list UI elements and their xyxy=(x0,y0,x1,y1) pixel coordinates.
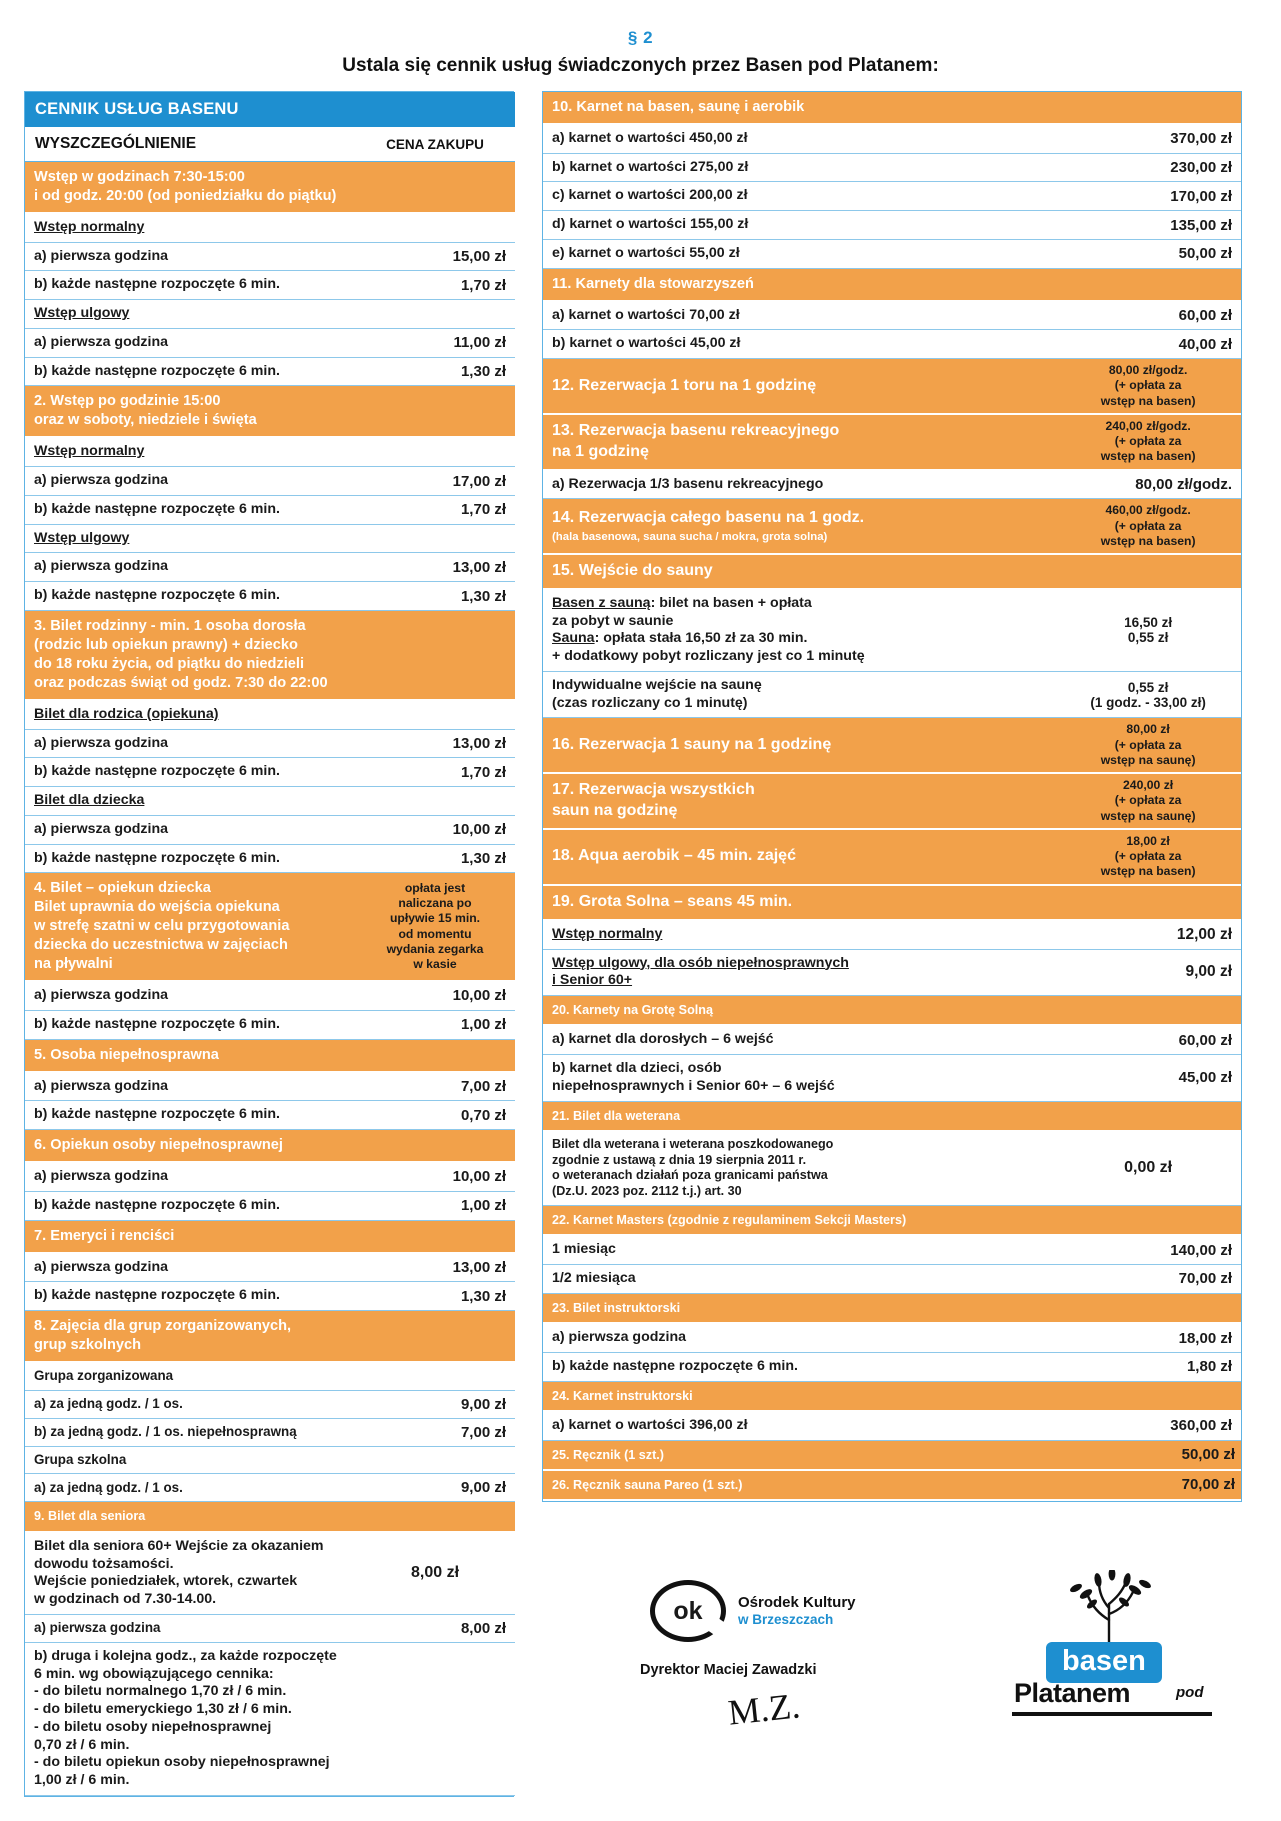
table-row xyxy=(25,844,515,873)
row-price: 360,00 zł xyxy=(1055,1411,1241,1440)
row-description: 1/2 miesiąca xyxy=(543,1265,1055,1294)
row-description: 25. Ręcznik (1 szt.) xyxy=(543,1440,1055,1470)
row-price: 8,00 zł xyxy=(355,1532,515,1615)
extras-price-table xyxy=(543,92,1241,1501)
table-row xyxy=(25,467,515,496)
row-price xyxy=(1055,92,1241,124)
row-description: Wstęp normalny xyxy=(543,920,1055,950)
footer-logos xyxy=(620,1570,1240,1800)
row-description: b) każde następne rozpoczęte 6 min. xyxy=(25,357,355,386)
table-row xyxy=(543,414,1241,470)
col-header-price: CENA ZAKUPU xyxy=(355,127,515,162)
row-price: 13,00 zł xyxy=(355,1253,515,1282)
row-price: 1,30 zł xyxy=(355,582,515,611)
row-description: a) karnet dla dorosłych – 6 wejść xyxy=(543,1025,1055,1054)
row-description: 14. Rezerwacja całego basenu na 1 godz. (hala basenowa, sauna sucha / mokra, grota solna) xyxy=(543,499,1055,554)
row-price: 370,00 zł xyxy=(1055,124,1241,153)
row-description: a) pierwsza godzina xyxy=(25,1614,355,1642)
table-row xyxy=(543,671,1241,718)
row-price: 140,00 zł xyxy=(1055,1235,1241,1264)
row-price xyxy=(355,386,515,437)
table-row xyxy=(543,301,1241,330)
table-row xyxy=(25,162,515,213)
row-price: 1,30 zł xyxy=(355,1282,515,1311)
table-row xyxy=(25,1311,515,1362)
left-column xyxy=(24,91,514,1797)
row-price: 80,00 zł/godz. xyxy=(1055,470,1241,499)
row-price: 12,00 zł xyxy=(1055,920,1241,950)
row-price: 1,00 zł xyxy=(355,1191,515,1220)
row-description: a) pierwsza godzina xyxy=(25,815,355,844)
row-price xyxy=(355,1220,515,1252)
table-row xyxy=(543,499,1241,554)
row-description: Grupa szkolna xyxy=(25,1446,355,1474)
pool-price-table xyxy=(25,92,515,1796)
row-price xyxy=(1055,996,1241,1026)
row-description: a) pierwsza godzina xyxy=(25,1162,355,1191)
row-price: 10,00 zł xyxy=(355,1162,515,1191)
row-price xyxy=(355,787,515,816)
table-row xyxy=(25,1220,515,1252)
row-price: 18,00 zł xyxy=(1055,1323,1241,1352)
row-description: b) druga i kolejna godz., za każde rozpoczęte 6 min. wg obowiązującego cennika: - do biletu normalnego 1,70 zł / 6 min. - do biletu emeryckiego 1,30 zł / 6 min. - do biletu osoby niepełnosprawnej 0,70 zł / 6 min. - do biletu opiekun osoby niepełnosprawnej 1,00 zł / 6 min. xyxy=(25,1642,355,1795)
table-row xyxy=(25,1614,515,1642)
row-description: 11. Karnety dla stowarzyszeń xyxy=(543,268,1055,300)
table-row xyxy=(25,1474,515,1502)
basen-pod-platanem-logo xyxy=(1006,1570,1216,1720)
row-description: Indywidualne wejście na saunę (czas rozliczany co 1 minutę) xyxy=(543,671,1055,718)
table-row xyxy=(25,729,515,758)
table-row xyxy=(25,1191,515,1220)
row-description: a) Rezerwacja 1/3 basenu rekreacyjnego xyxy=(543,470,1055,499)
row-price: 16,50 zł 0,55 zł xyxy=(1055,589,1241,672)
table-row xyxy=(543,153,1241,182)
tree-icon xyxy=(1054,1570,1164,1650)
org-name-line1: Ośrodek Kultury xyxy=(738,1593,856,1611)
row-description: Wstęp normalny xyxy=(25,437,355,466)
row-price xyxy=(355,610,515,699)
table-row xyxy=(543,182,1241,211)
row-price: 460,00 zł/godz. (+ opłata za wstęp na basen) xyxy=(1055,499,1241,554)
table-row xyxy=(25,1446,515,1474)
table-row xyxy=(25,1010,515,1039)
row-description: 20. Karnety na Grotę Solną xyxy=(543,996,1055,1026)
row-price: 8,00 zł xyxy=(355,1614,515,1642)
table-row xyxy=(543,996,1241,1026)
row-price: 1,70 zł xyxy=(355,495,515,524)
row-price: 7,00 zł xyxy=(355,1072,515,1101)
row-description: 12. Rezerwacja 1 toru na 1 godzinę xyxy=(543,359,1055,414)
table-row xyxy=(25,815,515,844)
table-row xyxy=(25,1072,515,1101)
row-description: b) każde następne rozpoczęte 6 min. xyxy=(25,1101,355,1130)
table-row xyxy=(543,330,1241,359)
row-price: 240,00 zł/godz. (+ opłata za wstęp na basen) xyxy=(1055,414,1241,470)
row-description: Wstęp ulgowy xyxy=(25,524,355,553)
row-price xyxy=(355,300,515,329)
table-row xyxy=(25,386,515,437)
row-description: b) każde następne rozpoczęte 6 min. xyxy=(25,1282,355,1311)
row-description: Wstęp normalny xyxy=(25,213,355,242)
table-row xyxy=(25,1039,515,1071)
table-header-row xyxy=(25,127,515,162)
row-description: b) każde następne rozpoczęte 6 min. xyxy=(25,1010,355,1039)
row-description: a) pierwsza godzina xyxy=(25,242,355,271)
row-description: a) pierwsza godzina xyxy=(25,467,355,496)
row-description: Wstęp w godzinach 7:30-15:00 i od godz. 20:00 (od poniedziałku do piątku) xyxy=(25,162,355,213)
row-price xyxy=(355,1311,515,1362)
right-table-body xyxy=(543,92,1241,1500)
table-row xyxy=(25,300,515,329)
row-description: 16. Rezerwacja 1 sauny na 1 godzinę xyxy=(543,718,1055,773)
row-price: 13,00 zł xyxy=(355,729,515,758)
table-row xyxy=(543,1101,1241,1131)
row-price: 50,00 zł xyxy=(1055,1440,1241,1470)
row-description: Bilet dla seniora 60+ Wejście za okazaniem dowodu tożsamości. Wejście poniedziałek, wtorek, czwartek w godzinach od 7.30-14.00. xyxy=(25,1532,355,1615)
table-row xyxy=(25,1502,515,1532)
row-price xyxy=(1055,268,1241,300)
left-table-box xyxy=(24,91,514,1797)
row-price: 50,00 zł xyxy=(1055,239,1241,268)
table-row xyxy=(543,359,1241,414)
row-description: Wstęp ulgowy xyxy=(25,300,355,329)
table-row xyxy=(25,1162,515,1191)
row-price xyxy=(355,1446,515,1474)
row-description: a) za jedną godz. / 1 os. xyxy=(25,1474,355,1502)
row-price xyxy=(1055,554,1241,589)
document-header xyxy=(0,0,1281,77)
table-row xyxy=(25,582,515,611)
row-description: 7. Emeryci i renciści xyxy=(25,1220,355,1252)
row-price: 1,30 zł xyxy=(355,844,515,873)
table-row xyxy=(25,1418,515,1446)
two-column-layout xyxy=(0,77,1281,1797)
table-row xyxy=(25,787,515,816)
right-column xyxy=(542,91,1242,1502)
row-price: 45,00 zł xyxy=(1055,1055,1241,1102)
row-description: 22. Karnet Masters (zgodnie z regulaminem Sekcji Masters) xyxy=(543,1205,1055,1235)
row-description: Bilet dla weterana i weterana poszkodowanego zgodnie z ustawą z dnia 19 sierpnia 2011 r. o weteranach działań poza granicami państwa (Dz.U. 2023 poz. 2112 t.j.) art. 30 xyxy=(543,1131,1055,1205)
row-description: b) karnet o wartości 45,00 zł xyxy=(543,330,1055,359)
row-price: 1,30 zł xyxy=(355,357,515,386)
org-name-line2: w Brzeszczach xyxy=(738,1611,834,1627)
table-row xyxy=(25,1532,515,1615)
table-banner-row xyxy=(25,92,515,127)
table-row xyxy=(25,495,515,524)
table-row xyxy=(25,242,515,271)
table-row xyxy=(543,920,1241,950)
row-description: Basen z sauną: bilet na basen + opłata za pobyt w saunie Sauna: opłata stała 16,50 zł za 30 min. + dodatkowy pobyt rozliczany jest co 1 minutę xyxy=(543,589,1055,672)
table-row xyxy=(543,92,1241,124)
row-price: 15,00 zł xyxy=(355,242,515,271)
row-price: 9,00 zł xyxy=(355,1474,515,1502)
row-description: a) pierwsza godzina xyxy=(25,553,355,582)
row-price: 17,00 zł xyxy=(355,467,515,496)
row-price: 240,00 zł (+ opłata za wstęp na saunę) xyxy=(1055,773,1241,829)
row-description: b) każde następne rozpoczęte 6 min. xyxy=(25,582,355,611)
col-header-description: WYSZCZEGÓLNIENIE xyxy=(25,127,355,162)
row-description: 6. Opiekun osoby niepełnosprawnej xyxy=(25,1130,355,1162)
table-row xyxy=(25,437,515,466)
row-price: 230,00 zł xyxy=(1055,153,1241,182)
row-price xyxy=(1055,885,1241,920)
row-description: e) karnet o wartości 55,00 zł xyxy=(543,239,1055,268)
row-price: 10,00 zł xyxy=(355,815,515,844)
table-row xyxy=(25,357,515,386)
row-price: 70,00 zł xyxy=(1055,1470,1241,1500)
table-row xyxy=(543,1055,1241,1102)
table-row xyxy=(543,1381,1241,1411)
logo-basen-text: basen xyxy=(1046,1642,1162,1683)
row-price: 1,80 zł xyxy=(1055,1352,1241,1381)
table-row xyxy=(543,1205,1241,1235)
row-description: 2. Wstęp po godzinie 15:00 oraz w soboty, niedziele i święta xyxy=(25,386,355,437)
left-table-banner: CENNIK USŁUG BASENU xyxy=(25,92,515,127)
row-price xyxy=(355,1039,515,1071)
page-title: Ustala się cennik usług świadczonych przez Basen pod Platanem: xyxy=(342,55,939,76)
row-description: b) każde następne rozpoczęte 6 min. xyxy=(25,495,355,524)
table-row xyxy=(543,1352,1241,1381)
row-description: a) karnet o wartości 396,00 zł xyxy=(543,1411,1055,1440)
row-description: 5. Osoba niepełnosprawna xyxy=(25,1039,355,1071)
table-row xyxy=(25,328,515,357)
table-row xyxy=(25,758,515,787)
row-description: b) każde następne rozpoczęte 6 min. xyxy=(25,844,355,873)
table-row xyxy=(25,1101,515,1130)
row-description: 18. Aqua aerobik – 45 min. zajęć xyxy=(543,829,1055,885)
row-description: 3. Bilet rodzinny - min. 1 osoba dorosła (rodzic lub opiekun prawny) + dziecko do 18 roku życia, od piątku do niedzieli oraz podczas świąt od godz. 7:30 do 22:00 xyxy=(25,610,355,699)
row-description: 23. Bilet instruktorski xyxy=(543,1293,1055,1323)
row-price: 80,00 zł (+ opłata za wstęp na saunę) xyxy=(1055,718,1241,773)
row-price: 0,55 zł (1 godz. - 33,00 zł) xyxy=(1055,671,1241,718)
table-row xyxy=(25,1253,515,1282)
logo-pod-text: pod xyxy=(1176,1684,1204,1701)
row-price: 60,00 zł xyxy=(1055,1025,1241,1054)
table-row xyxy=(543,211,1241,240)
row-description: 13. Rezerwacja basenu rekreacyjnego na 1 godzinę xyxy=(543,414,1055,470)
table-row xyxy=(543,1265,1241,1294)
row-price: 80,00 zł/godz. (+ opłata za wstęp na basen) xyxy=(1055,359,1241,414)
row-description: 15. Wejście do sauny xyxy=(543,554,1055,589)
row-price: 1,00 zł xyxy=(355,1010,515,1039)
table-row xyxy=(25,873,515,981)
row-price xyxy=(355,1502,515,1532)
table-row xyxy=(543,124,1241,153)
row-price: 9,00 zł xyxy=(355,1390,515,1418)
row-price: 170,00 zł xyxy=(1055,182,1241,211)
table-row xyxy=(543,268,1241,300)
table-row xyxy=(543,885,1241,920)
row-description: b) karnet o wartości 275,00 zł xyxy=(543,153,1055,182)
row-description: a) pierwsza godzina xyxy=(25,729,355,758)
table-row xyxy=(25,610,515,699)
row-description: b) każde następne rozpoczęte 6 min. xyxy=(25,758,355,787)
table-row xyxy=(25,700,515,729)
row-price: 0,70 zł xyxy=(355,1101,515,1130)
table-row xyxy=(25,524,515,553)
row-price xyxy=(355,700,515,729)
row-description: a) pierwsza godzina xyxy=(25,1253,355,1282)
table-row xyxy=(25,553,515,582)
right-table-box xyxy=(542,91,1242,1502)
row-description: 4. Bilet – opiekun dziecka Bilet uprawnia do wejścia opiekuna w strefę szatni w celu przygotowania dziecka do uczestnictwa w zajęciach na pływalni xyxy=(25,873,355,981)
row-description: a) pierwsza godzina xyxy=(25,981,355,1010)
row-description: a) pierwsza godzina xyxy=(543,1323,1055,1352)
director-label: Dyrektor Maciej Zawadzki xyxy=(640,1662,817,1678)
row-description: a) za jedną godz. / 1 os. xyxy=(25,1390,355,1418)
row-price: 60,00 zł xyxy=(1055,301,1241,330)
logo-platanem-text: Platanem xyxy=(1014,1678,1131,1708)
table-row xyxy=(543,949,1241,996)
row-description: b) karnet dla dzieci, osób niepełnosprawnych i Senior 60+ – 6 wejść xyxy=(543,1055,1055,1102)
table-row xyxy=(25,1390,515,1418)
row-description: b) za jedną godz. / 1 os. niepełnosprawną xyxy=(25,1418,355,1446)
table-row xyxy=(25,271,515,300)
table-row xyxy=(25,1282,515,1311)
table-row xyxy=(543,1470,1241,1500)
osrodek-kultury-logo xyxy=(650,1580,856,1642)
table-row xyxy=(543,1131,1241,1205)
ok-circle-icon: ok xyxy=(650,1580,726,1642)
row-price: 13,00 zł xyxy=(355,553,515,582)
row-description: b) każde następne rozpoczęte 6 min. xyxy=(25,1191,355,1220)
signature-mark: M.Z. xyxy=(726,1685,802,1733)
table-row xyxy=(543,1025,1241,1054)
row-description: b) każde następne rozpoczęte 6 min. xyxy=(25,271,355,300)
row-price xyxy=(1055,1293,1241,1323)
row-description: a) karnet o wartości 450,00 zł xyxy=(543,124,1055,153)
logo-underline xyxy=(1012,1712,1212,1716)
row-price: 1,70 zł xyxy=(355,271,515,300)
table-row xyxy=(543,589,1241,672)
table-row xyxy=(25,1362,515,1390)
row-price xyxy=(355,1642,515,1795)
row-description: 10. Karnet na basen, saunę i aerobik xyxy=(543,92,1055,124)
table-row xyxy=(25,1642,515,1795)
row-price xyxy=(355,213,515,242)
row-description: 9. Bilet dla seniora xyxy=(25,1502,355,1532)
row-description: a) karnet o wartości 70,00 zł xyxy=(543,301,1055,330)
row-description: 26. Ręcznik sauna Pareo (1 szt.) xyxy=(543,1470,1055,1500)
row-price: 18,00 zł (+ opłata za wstęp na basen) xyxy=(1055,829,1241,885)
table-row xyxy=(543,718,1241,773)
row-description: Wstęp ulgowy, dla osób niepełnosprawnych i Senior 60+ xyxy=(543,949,1055,996)
row-price xyxy=(355,162,515,213)
paragraph-number: § 2 xyxy=(627,28,654,47)
row-description: 17. Rezerwacja wszystkich saun na godzinę xyxy=(543,773,1055,829)
row-description: 19. Grota Solna – seans 45 min. xyxy=(543,885,1055,920)
table-row xyxy=(543,1293,1241,1323)
row-price: 9,00 zł xyxy=(1055,949,1241,996)
table-row xyxy=(25,981,515,1010)
row-price: 0,00 zł xyxy=(1055,1131,1241,1205)
row-price xyxy=(355,524,515,553)
table-row xyxy=(543,773,1241,829)
row-price: 70,00 zł xyxy=(1055,1265,1241,1294)
row-price xyxy=(355,437,515,466)
row-description: d) karnet o wartości 155,00 zł xyxy=(543,211,1055,240)
row-price: 1,70 zł xyxy=(355,758,515,787)
row-description: 8. Zajęcia dla grup zorganizowanych, grup szkolnych xyxy=(25,1311,355,1362)
table-row xyxy=(543,1235,1241,1264)
row-description: a) pierwsza godzina xyxy=(25,1072,355,1101)
row-description: a) pierwsza godzina xyxy=(25,328,355,357)
row-price: 11,00 zł xyxy=(355,328,515,357)
row-description: c) karnet o wartości 200,00 zł xyxy=(543,182,1055,211)
row-description: 21. Bilet dla weterana xyxy=(543,1101,1055,1131)
row-price xyxy=(355,1362,515,1390)
table-row xyxy=(543,829,1241,885)
row-price: 135,00 zł xyxy=(1055,211,1241,240)
table-row xyxy=(543,1411,1241,1440)
table-row xyxy=(543,554,1241,589)
table-row xyxy=(25,1130,515,1162)
row-description: Bilet dla rodzica (opiekuna) xyxy=(25,700,355,729)
row-price: 10,00 zł xyxy=(355,981,515,1010)
row-price: opłata jest naliczana po upływie 15 min. od momentu wydania zegarka w kasie xyxy=(355,873,515,981)
row-description: Bilet dla dziecka xyxy=(25,787,355,816)
row-price xyxy=(1055,1205,1241,1235)
row-description: 1 miesiąc xyxy=(543,1235,1055,1264)
row-price xyxy=(1055,1381,1241,1411)
table-row xyxy=(543,470,1241,499)
row-price xyxy=(355,1130,515,1162)
table-row xyxy=(543,239,1241,268)
row-price: 40,00 zł xyxy=(1055,330,1241,359)
row-description: 24. Karnet instruktorski xyxy=(543,1381,1055,1411)
table-row xyxy=(543,1440,1241,1470)
row-description: Grupa zorganizowana xyxy=(25,1362,355,1390)
row-price: 7,00 zł xyxy=(355,1418,515,1446)
left-table-body xyxy=(25,162,515,1796)
table-row xyxy=(543,1323,1241,1352)
row-description: b) każde następne rozpoczęte 6 min. xyxy=(543,1352,1055,1381)
table-row xyxy=(25,213,515,242)
row-price xyxy=(1055,1101,1241,1131)
